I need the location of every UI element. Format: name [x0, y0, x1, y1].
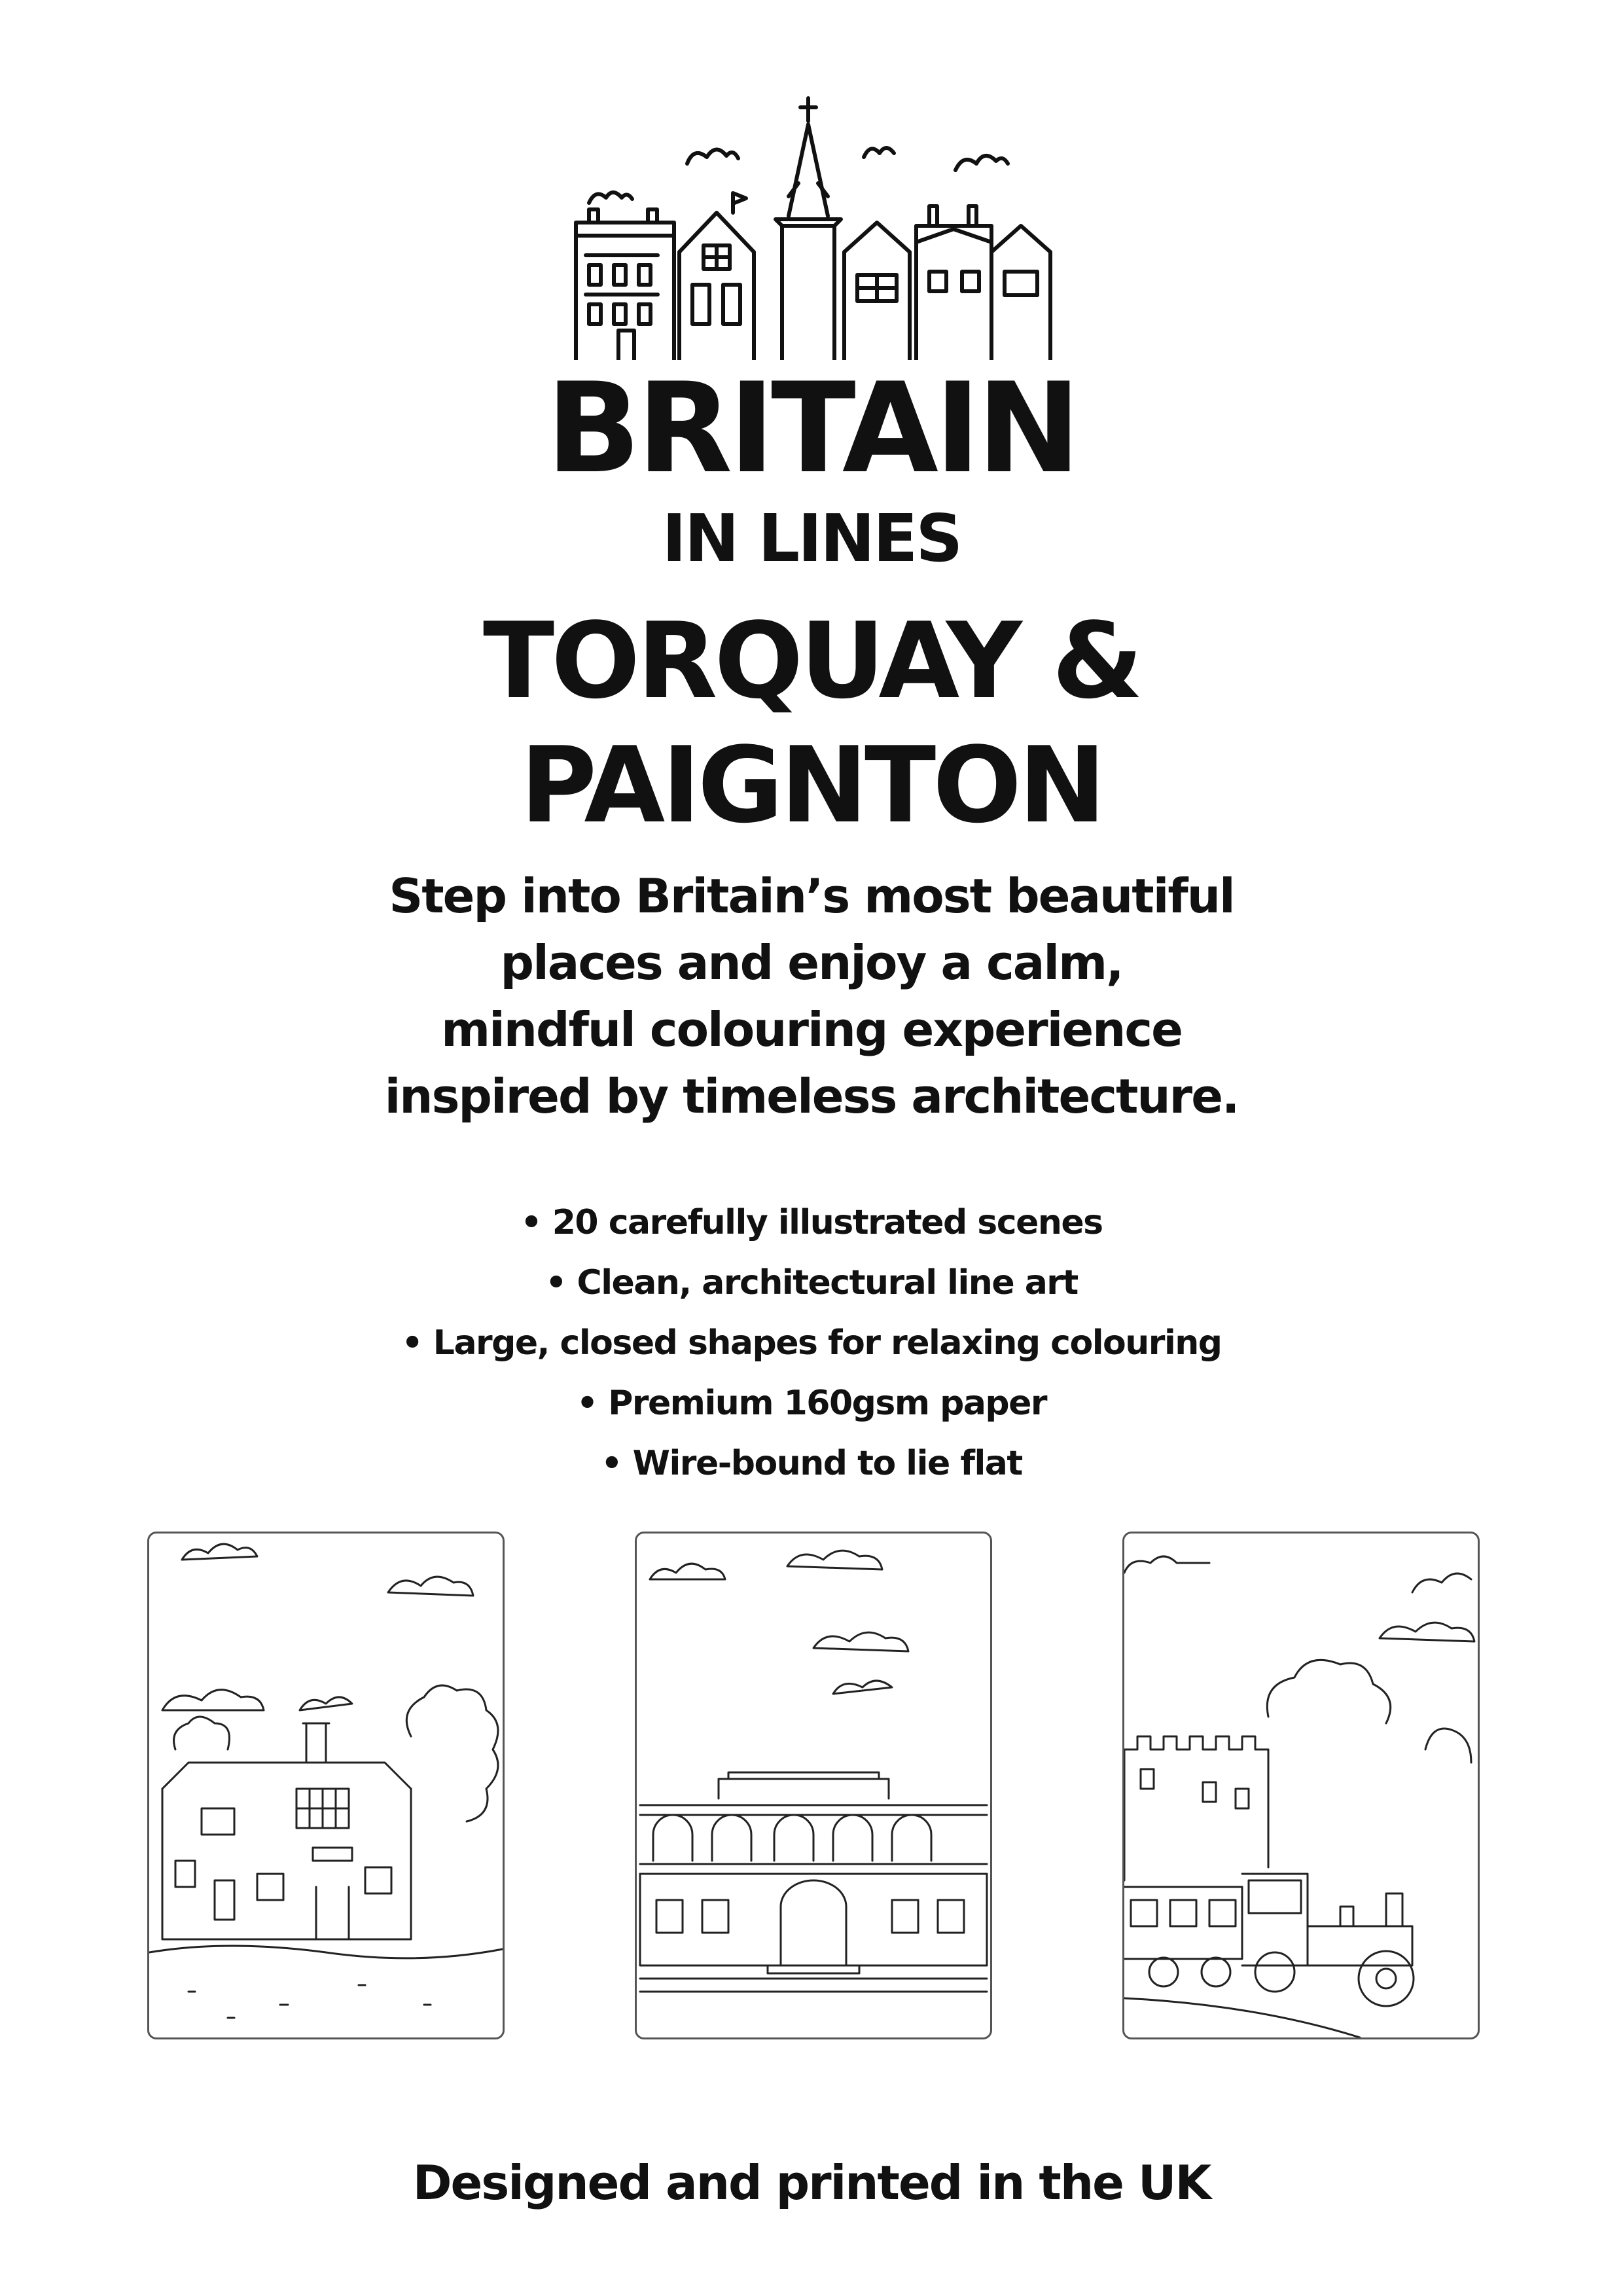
- brand-subtitle: IN LINES: [662, 500, 961, 577]
- pavilion-illustration-icon: [637, 1534, 990, 2037]
- location-title: [0, 599, 1623, 848]
- tagline-line: mindful colouring experience: [441, 1002, 1182, 1057]
- feature-item: • 20 carefully illustrated scenes: [520, 1203, 1103, 1242]
- feature-item: • Premium 160gsm paper: [576, 1384, 1047, 1423]
- feature-item: • Clean, architectural line art: [545, 1263, 1078, 1302]
- feature-item: • Large, closed shapes for relaxing colouring: [401, 1323, 1222, 1363]
- town-skyline-logo-icon: [537, 85, 1086, 360]
- cottage-illustration-icon: [149, 1534, 503, 2037]
- footer-text: Designed and printed in the UK: [412, 2155, 1211, 2210]
- tagline-line: inspired by timeless architecture.: [384, 1069, 1239, 1124]
- location-line-1: TORQUAY &: [483, 600, 1140, 722]
- thumbnail-train: [1122, 1532, 1480, 2039]
- feature-item: • Wire-bound to lie flat: [601, 1444, 1022, 1483]
- tagline-line: places and enjoy a calm,: [500, 935, 1123, 990]
- location-line-2: PAIGNTON: [520, 724, 1103, 846]
- tagline: [0, 863, 1623, 1130]
- tagline-line: Step into Britain’s most beautiful: [389, 869, 1234, 924]
- feature-list: [0, 1193, 1623, 1494]
- brand-title: BRITAIN: [546, 356, 1077, 501]
- thumbnail-cottage: [147, 1532, 505, 2039]
- thumbnail-pavilion: [635, 1532, 992, 2039]
- train-illustration-icon: [1124, 1534, 1478, 2037]
